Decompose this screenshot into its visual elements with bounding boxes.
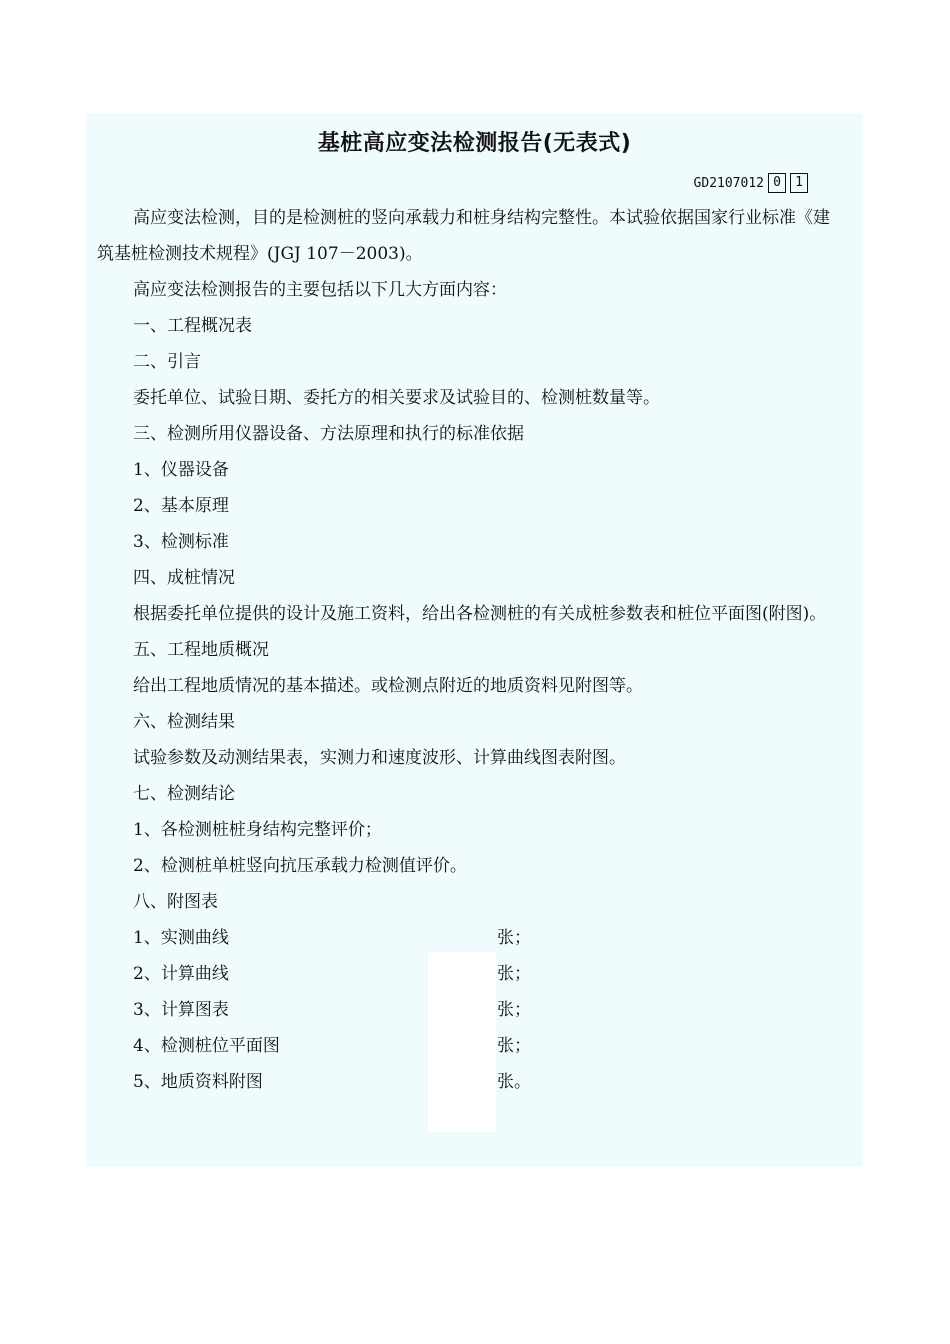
- form-code: [694, 173, 808, 193]
- section-7-item-1: 1、各检测桩桩身结构完整评价；: [133, 820, 382, 840]
- form-code-box-2: 1: [790, 173, 808, 193]
- appendix-item-unit: 张；: [497, 1036, 531, 1056]
- intro-paragraph: 高应变法检测，目的是检测桩的竖向承载力和桩身结构完整性。本试验依据国家行业标准《建筑基桩检测技术规程》(JGJ 107－2003)。: [97, 208, 830, 264]
- section-heading-6: 六、检测结果: [133, 712, 235, 732]
- appendix-item-label: 1、实测曲线: [133, 928, 229, 948]
- intro-summary: 高应变法检测报告的主要包括以下几大方面内容：: [133, 280, 507, 300]
- appendix-item-unit: 张；: [497, 928, 531, 948]
- section-heading-7: 七、检测结论: [133, 784, 235, 804]
- section-5-text: 给出工程地质情况的基本描述。或检测点附近的地质资料见附图等。: [133, 676, 643, 696]
- section-7-item-2: 2、检测桩单桩竖向抗压承载力检测值评价。: [133, 856, 467, 876]
- section-3-item-2: 2、基本原理: [133, 496, 229, 516]
- appendix-item: [97, 1064, 845, 1100]
- form-code-box-1: 0: [768, 173, 786, 193]
- section-2-text: 委托单位、试验日期、委托方的相关要求及试验目的、检测桩数量等。: [133, 388, 660, 408]
- appendix-item: [97, 1028, 845, 1064]
- document-body: [97, 200, 845, 1100]
- section-heading-8: 八、附图表: [133, 892, 218, 912]
- document-title: 基桩高应变法检测报告(无表式): [317, 131, 632, 156]
- appendix-item: [97, 920, 845, 956]
- section-heading-5: 五、工程地质概况: [133, 640, 269, 660]
- section-heading-2: 二、引言: [133, 352, 201, 372]
- appendix-item-unit: 张；: [497, 1000, 531, 1020]
- appendix-item-label: 2、计算曲线: [133, 964, 229, 984]
- appendix-item: [97, 992, 845, 1028]
- section-heading-1: 一、工程概况表: [133, 316, 252, 336]
- appendix-item-unit: 张。: [497, 1072, 531, 1092]
- section-heading-4: 四、成桩情况: [133, 568, 235, 588]
- form-code-prefix: GD2107012: [693, 175, 764, 191]
- section-6-text: 试验参数及动测结果表，实测力和速度波形、计算曲线图表附图。: [133, 748, 626, 768]
- appendix-item-unit: 张；: [497, 964, 531, 984]
- appendix-item-label: 4、检测桩位平面图: [133, 1036, 280, 1056]
- appendix-item-label: 5、地质资料附图: [133, 1072, 263, 1092]
- section-heading-3: 三、检测所用仪器设备、方法原理和执行的标准依据: [133, 424, 524, 444]
- section-3-item-3: 3、检测标准: [133, 532, 229, 552]
- section-4-text: 根据委托单位提供的设计及施工资料，给出各检测桩的有关成桩参数表和桩位平面图(附图)。: [133, 604, 827, 624]
- section-3-item-1: 1、仪器设备: [133, 460, 229, 480]
- appendix-item: [97, 956, 845, 992]
- appendix-item-label: 3、计算图表: [133, 1000, 229, 1020]
